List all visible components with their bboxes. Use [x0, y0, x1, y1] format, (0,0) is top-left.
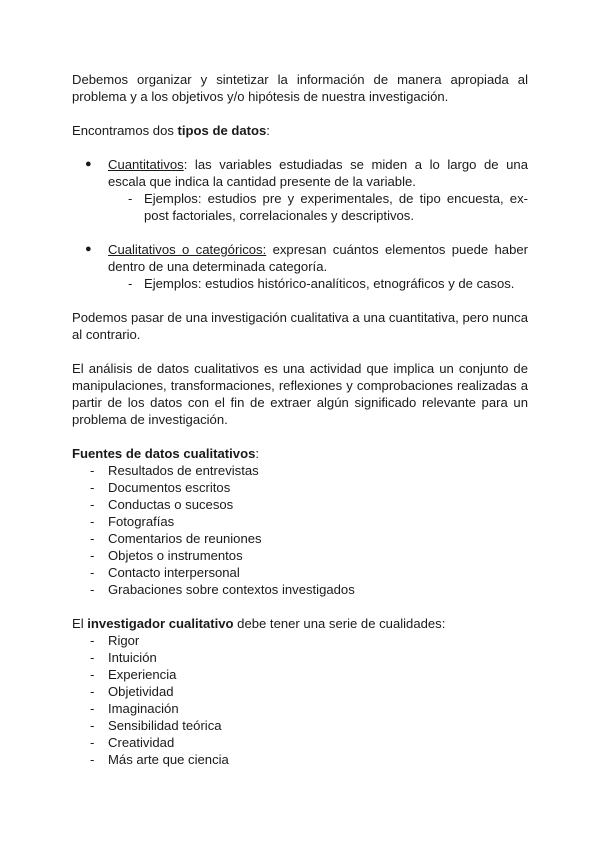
sources-bold: Fuentes de datos cualitativos [72, 446, 256, 461]
example-text: Ejemplos: estudios pre y experimentales, de tipo encuesta, ex-post factoriales, correlacionales y descriptivos. [144, 191, 528, 223]
spacer [108, 224, 528, 241]
types-heading [72, 122, 528, 139]
spacer [72, 139, 528, 156]
list-item [72, 547, 528, 564]
list-item [72, 513, 528, 530]
dash-icon: - [90, 633, 95, 648]
type-description [108, 156, 528, 190]
list-item-text: Experiencia [108, 667, 177, 682]
dash-icon: - [90, 718, 95, 733]
list-item [72, 700, 528, 717]
list-item [72, 717, 528, 734]
list-item-text: Fotografías [108, 514, 175, 529]
dash-icon: - [90, 480, 95, 495]
list-item-text: Sensibilidad teórica [108, 718, 222, 733]
dash-icon: - [90, 650, 95, 665]
list-item-text: Intuición [108, 650, 157, 665]
dash-icon: - [90, 667, 95, 682]
list-item-text: Objetividad [108, 684, 174, 699]
list-item [72, 530, 528, 547]
example-list [108, 275, 528, 292]
investigator-bold: investigador cualitativo [87, 616, 234, 631]
dash-icon: - [128, 191, 133, 206]
dash-icon: - [90, 548, 95, 563]
dash-icon: - [90, 463, 95, 478]
example-list [108, 190, 528, 224]
list-item-text: Más arte que ciencia [108, 752, 229, 767]
dash-icon: - [90, 701, 95, 716]
list-item [72, 241, 528, 292]
spacer [72, 105, 528, 122]
type-term: Cuantitativos [108, 157, 184, 172]
dash-icon: - [90, 514, 95, 529]
list-item [72, 649, 528, 666]
spacer [72, 598, 528, 615]
dash-icon: - [90, 565, 95, 580]
list-item-text: Contacto interpersonal [108, 565, 240, 580]
intro-paragraph: Debemos organizar y sintetizar la información de manera apropiada al problema y a los objetivos y/o hipótesis de nuestra investigación. [72, 72, 528, 104]
list-item-text: Rigor [108, 633, 140, 648]
data-types-list [72, 156, 528, 292]
dash-icon: - [90, 684, 95, 699]
dash-icon: - [90, 752, 95, 767]
investigator-prefix: El [72, 616, 88, 631]
list-item [72, 683, 528, 700]
list-item [72, 734, 528, 751]
dash-icon: - [90, 582, 95, 597]
example-text: Ejemplos: estudios histórico-analíticos, etnográficos y de casos. [144, 276, 515, 291]
list-item [72, 751, 528, 768]
spacer [72, 292, 528, 309]
list-item-text: Conductas o sucesos [108, 497, 234, 512]
list-item-text: Resultados de entrevistas [108, 463, 259, 478]
list-item-text: Objetos o instrumentos [108, 548, 243, 563]
type-text: expresan cuántos elementos puede haber dentro de una determinada categoría. [108, 242, 528, 274]
list-item [72, 632, 528, 649]
list-item-text: Comentarios de reuniones [108, 531, 262, 546]
qualities-list [72, 632, 528, 768]
dash-icon: - [90, 735, 95, 750]
list-item-text: Grabaciones sobre contextos investigados [108, 582, 355, 597]
sources-list [72, 462, 528, 598]
types-bold: tipos de datos [177, 123, 267, 138]
list-item [72, 275, 528, 292]
list-item [72, 581, 528, 598]
spacer [72, 343, 528, 360]
list-item [72, 190, 528, 224]
list-item-spacer [72, 224, 528, 241]
dash-icon: - [90, 531, 95, 546]
bullet-icon: ● [85, 158, 92, 170]
type-text: : las variables estudiadas se miden a lo largo de una escala que indica la cantidad presente de la variable. [108, 157, 528, 189]
list-item [72, 156, 528, 224]
types-prefix: Encontramos dos [72, 123, 178, 138]
paragraph-3: El análisis de datos cualitativos es una actividad que implica un conjunto de manipulaciones, transformaciones, reflexiones y comprobaciones realizadas a partir de los datos con el fin de extraer algún significado relevante para un problema de investigación. [72, 361, 528, 427]
document-body [72, 71, 528, 768]
list-item [72, 666, 528, 683]
list-item-text: Creatividad [108, 735, 175, 750]
list-item [72, 496, 528, 513]
list-item-text: Documentos escritos [108, 480, 231, 495]
type-term: Cualitativos o categóricos: [108, 242, 267, 257]
bullet-icon: ● [85, 243, 92, 255]
dash-icon: - [128, 276, 133, 291]
investigator-heading [72, 615, 528, 632]
investigator-suffix: debe tener una serie de cualidades: [233, 616, 446, 631]
sources-suffix: : [255, 446, 259, 461]
list-item [72, 479, 528, 496]
list-item-text: Imaginación [108, 701, 179, 716]
types-suffix: : [266, 123, 270, 138]
dash-icon: - [90, 497, 95, 512]
list-item [72, 564, 528, 581]
sources-heading [72, 445, 528, 462]
list-item [72, 462, 528, 479]
paragraph-2: Podemos pasar de una investigación cualitativa a una cuantitativa, pero nunca al contrario. [72, 310, 528, 342]
spacer [72, 428, 528, 445]
type-description [108, 241, 528, 275]
